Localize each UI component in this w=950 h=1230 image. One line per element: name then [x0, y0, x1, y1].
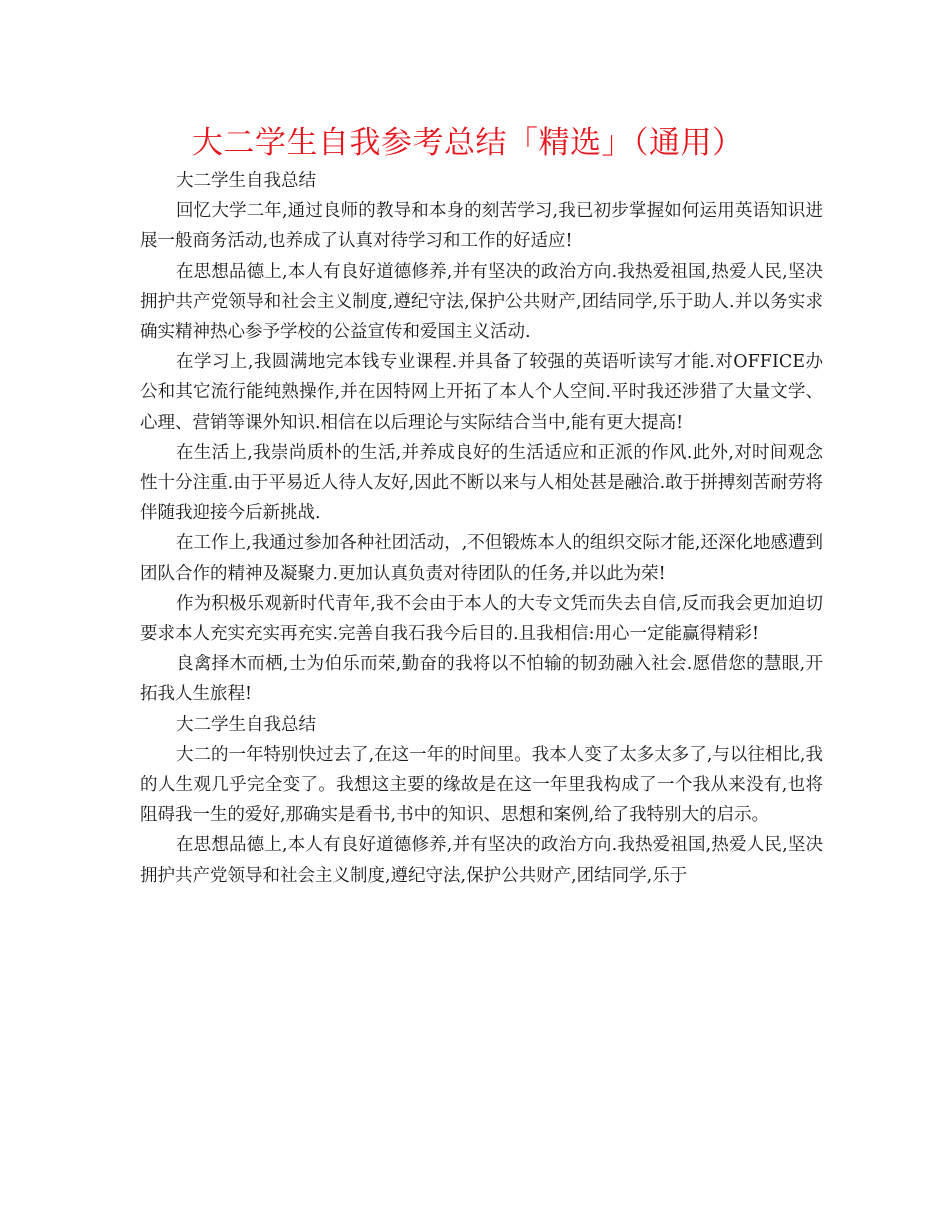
paragraph: 在思想品德上,本人有良好道德修养,并有坚决的政治方向.我热爱祖国,热爱人民,坚决拥护共产党领导和社会主义制度,遵纪守法,保护公共财产,团结同学,乐于助人.并以务实求确实精神热心参予学校的公益宣传和爱国主义活动.	[140, 261, 823, 343]
document-body	[140, 166, 823, 891]
paragraph: 作为积极乐观新时代青年,我不会由于本人的大专文凭而失去自信,反而我会更加迫切要求本人充实充实再充实.完善自我石我今后目的.且我相信:用心一定能赢得精彩!	[140, 593, 823, 645]
paragraph: 在生活上,我崇尚质朴的生活,并养成良好的生活适应和正派的作风.此外,对时间观念性十分注重.由于平易近人待人友好,因此不断以来与人相处甚是融洽.敢于拼搏刻苦耐劳将伴随我迎接今后新挑战.	[140, 442, 823, 524]
paragraph: 回忆大学二年,通过良师的教导和本身的刻苦学习,我已初步掌握如何运用英语知识进展一般商务活动,也养成了认真对待学习和工作的好适应!	[140, 201, 823, 252]
paragraph: 良禽择木而栖,士为伯乐而荣,勤奋的我将以不怕输的韧劲融入社会.愿借您的慧眼,开拓我人生旅程!	[140, 654, 823, 705]
document-title: 大二学生自我参考总结「精选」（通用）	[192, 125, 744, 161]
section-heading: 大二学生自我总结	[176, 171, 316, 191]
paragraph: 大二的一年特别快过去了,在这一年的时间里。我本人变了太多太多了,与以往相比,我的人生观几乎完全变了。我想这主要的缘故是在这一年里我构成了一个我从来没有,也将阻碍我一生的爱好,那确实是看书,书中的知识、思想和案例,给了我特别大的启示。	[140, 744, 823, 826]
paragraph: 在工作上,我通过参加各种社团活动，,不但锻炼本人的组织交际才能,还深化地感遭到团队合作的精神及凝聚力.更加认真负责对待团队的任务,并以此为荣!	[140, 533, 823, 584]
section-heading: 大二学生自我总结	[176, 714, 316, 735]
paragraph: 在学习上,我圆满地完本钱专业课程.并具备了较强的英语听读写才能.对OFFICE办公和其它流行能纯熟操作,并在因特网上开拓了本人个人空间.平时我还涉猎了大量文学、心理、营销等课外知识.相信在以后理论与实际结合当中,能有更大提高!	[140, 352, 823, 433]
paragraph: 在思想品德上,本人有良好道德修养,并有坚决的政治方向.我热爱祖国,热爱人民,坚决拥护共产党领导和社会主义制度,遵纪守法,保护公共财产,团结同学,乐于	[140, 835, 823, 886]
